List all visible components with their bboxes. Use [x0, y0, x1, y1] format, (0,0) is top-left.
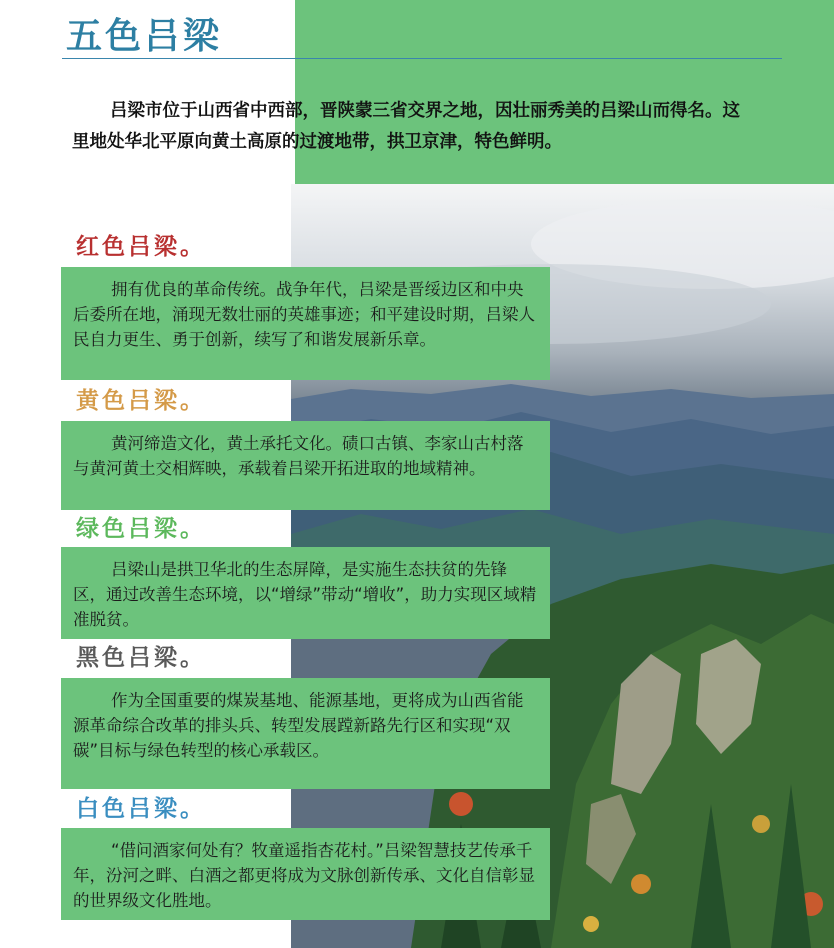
section-heading-black: 黑色吕梁。 [76, 644, 206, 671]
intro-paragraph: 吕梁市位于山西省中西部，晋陕蒙三省交界之地，因壮丽秀美的吕梁山而得名。这里地处华北平原向黄土高原的过渡地带，拱卫京津，特色鲜明。 [72, 101, 740, 152]
section-heading-white: 白色吕梁。 [76, 795, 206, 822]
section-text-black: 作为全国重要的煤炭基地、能源基地，更将成为山西省能源革命综合改革的排头兵、转型发展蹚新路先行区和实现“双碳”目标与绿色转型的核心承载区。 [73, 691, 524, 760]
section-box-white [61, 828, 550, 920]
section-box-green [61, 547, 550, 639]
section-text-yellow: 黄河缔造文化，黄土承托文化。碛口古镇、李家山古村落与黄河黄土交相辉映，承载着吕梁开拓进取的地域精神。 [73, 434, 524, 478]
section-box-black [61, 678, 550, 789]
section-box-red [61, 267, 550, 380]
title-underline [62, 58, 782, 59]
page-title: 五色吕梁 [66, 15, 223, 57]
section-heading-yellow: 黄色吕梁。 [76, 387, 206, 414]
section-text-green: 吕梁山是拱卫华北的生态屏障，是实施生态扶贫的先锋区，通过改善生态环境，以“增绿”带动“增收”，助力实现区域精准脱贫。 [73, 560, 537, 629]
section-heading-green: 绿色吕梁。 [76, 515, 206, 542]
section-text-red: 拥有优良的革命传统。战争年代，吕梁是晋绥边区和中央后委所在地，涌现无数壮丽的英雄事迹；和平建设时期，吕梁人民自力更生、勇于创新，续写了和谐发展新乐章。 [73, 280, 535, 349]
section-heading-red: 红色吕梁。 [76, 233, 206, 260]
section-text-white: “借问酒家何处有？牧童遥指杏花村。”吕梁智慧技艺传承千年，汾河之畔、白酒之都更将成为文脉创新传承、文化自信彰显的世界级文化胜地。 [73, 841, 535, 910]
section-box-yellow [61, 421, 550, 510]
